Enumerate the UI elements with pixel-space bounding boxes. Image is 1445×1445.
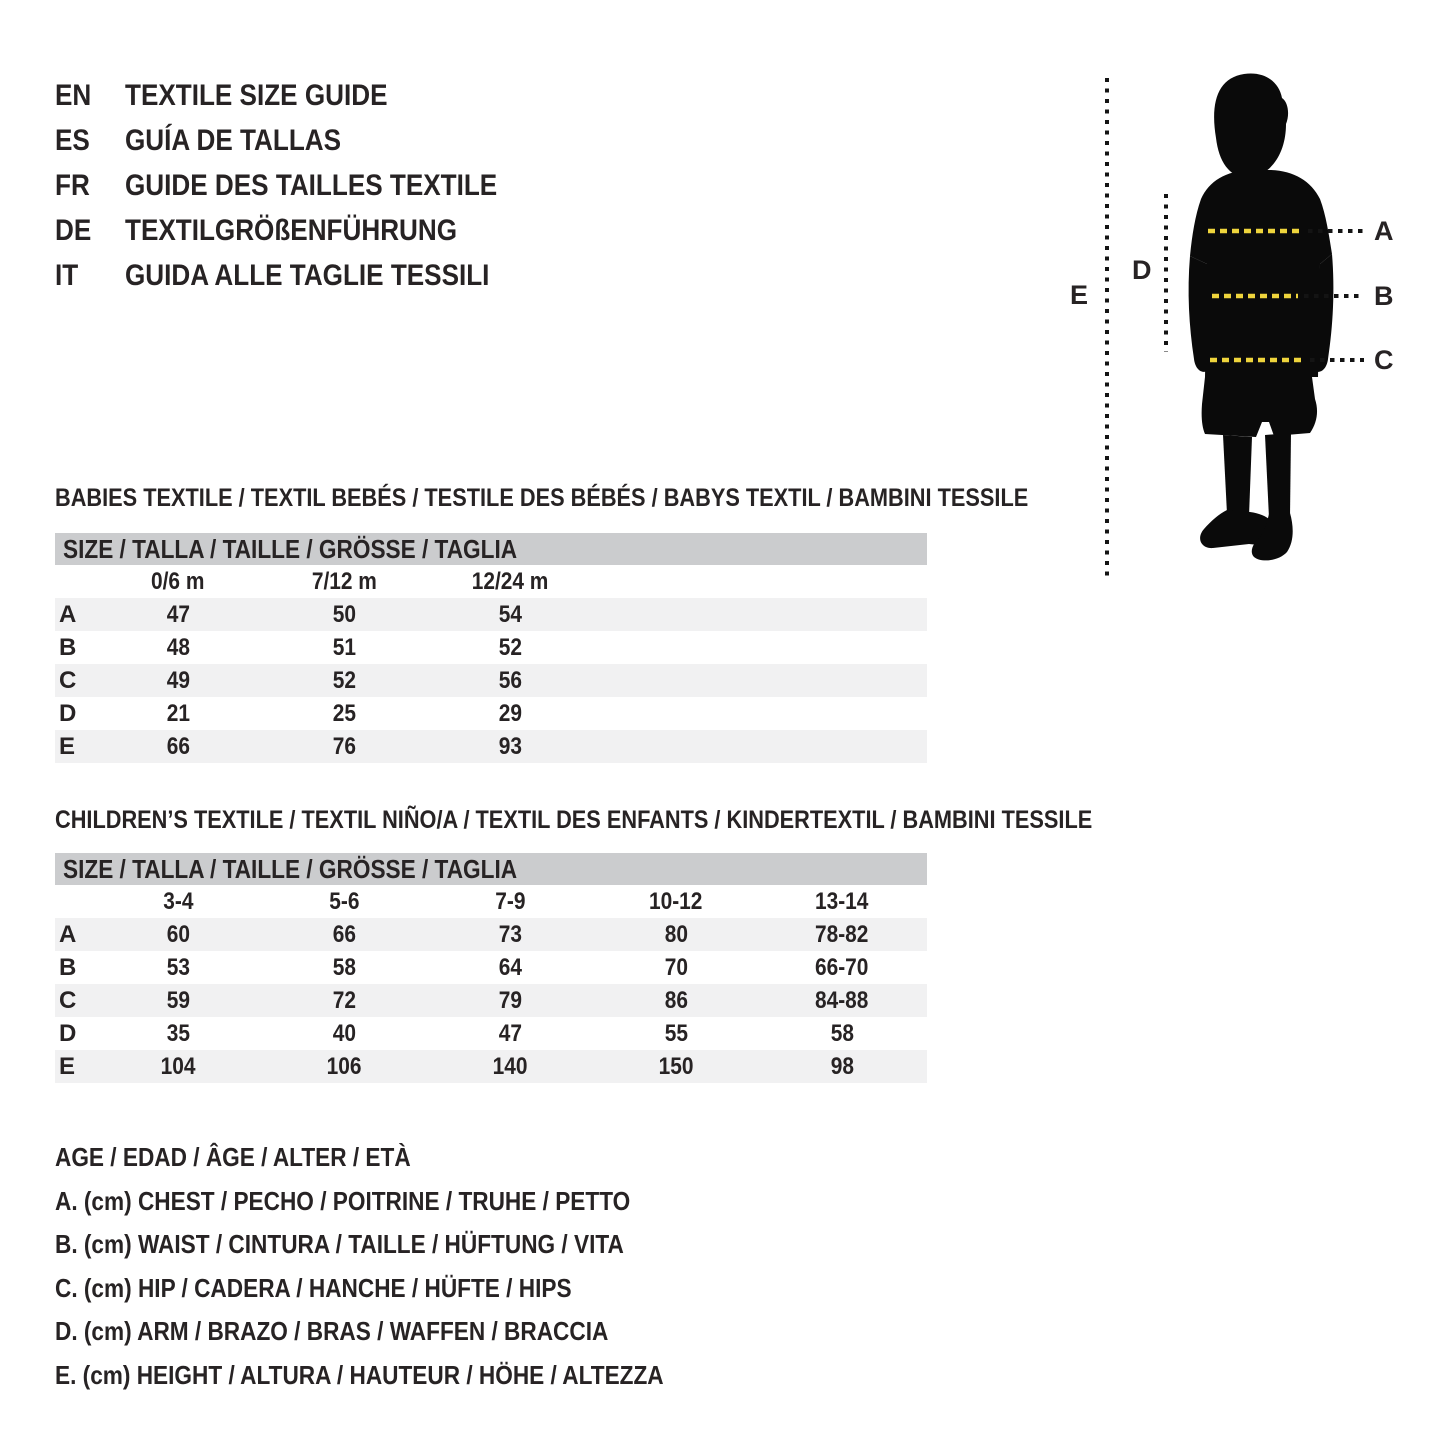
figure-label-d: D (1132, 255, 1152, 285)
table-cell: 60 (166, 920, 190, 948)
column-header: 12/24 m (471, 567, 549, 595)
guide-title-en: TEXTILE SIZE GUIDE (125, 78, 388, 112)
table-cell: 47 (166, 600, 190, 628)
table-cell: 52 (332, 666, 356, 694)
column-header: 3-4 (162, 887, 194, 915)
row-label: B (59, 953, 77, 981)
language-row-de (55, 208, 553, 253)
table-cell: 40 (332, 1019, 356, 1047)
legend-age: AGE / EDAD / ÂGE / ALTER / ETÀ (55, 1142, 411, 1173)
child-silhouette (1189, 74, 1334, 561)
measurement-figure (1060, 60, 1400, 600)
table-cell: 86 (664, 986, 688, 1014)
table-cell: 66 (332, 920, 356, 948)
legend-waist: B. (cm) WAIST / CINTURA / TAILLE / HÜFTUNG / VITA (55, 1229, 624, 1260)
legend-arm: D. (cm) ARM / BRAZO / BRAS / WAFFEN / BRACCIA (55, 1316, 609, 1347)
table-cell: 64 (498, 953, 522, 981)
column-header: 10-12 (649, 887, 703, 915)
table-cell: 150 (658, 1052, 694, 1080)
table-row (55, 1017, 927, 1050)
table-cell: 21 (166, 699, 190, 727)
column-header: 0/6 m (151, 567, 205, 595)
table-cell: 93 (498, 732, 522, 760)
row-label: D (59, 699, 77, 727)
language-row-en (55, 73, 553, 118)
column-header: 7/12 m (311, 567, 377, 595)
babies-size-table (55, 533, 927, 763)
guide-title-it: GUIDA ALLE TAGLIE TESSILI (125, 258, 490, 292)
row-label: D (59, 1019, 77, 1047)
table-cell: 54 (498, 600, 522, 628)
size-header-bar (55, 853, 927, 885)
table-cell: 76 (332, 732, 356, 760)
table-cell: 56 (498, 666, 522, 694)
row-label: E (59, 1052, 76, 1080)
legend-height: E. (cm) HEIGHT / ALTURA / HAUTEUR / HÖHE / ALTEZZA (55, 1359, 664, 1390)
table-row (55, 1050, 927, 1083)
table-cell: 104 (160, 1052, 196, 1080)
table-cell: 48 (166, 633, 190, 661)
figure-label-e: E (1070, 280, 1089, 310)
guide-title-fr: GUIDE DES TAILLES TEXTILE (125, 168, 498, 202)
table-cell: 50 (332, 600, 356, 628)
row-label: A (59, 600, 77, 628)
column-header: 7-9 (494, 887, 526, 915)
figure-label-c: C (1374, 345, 1394, 375)
language-code: IT (55, 258, 79, 292)
table-column-header-row (55, 885, 927, 918)
table-row (55, 631, 927, 664)
language-code: ES (55, 123, 90, 157)
table-row (55, 918, 927, 951)
table-row (55, 730, 927, 763)
table-cell: 79 (498, 986, 522, 1014)
row-label: C (59, 666, 77, 694)
table-cell: 106 (326, 1052, 362, 1080)
figure-label-a: A (1374, 216, 1394, 246)
table-cell: 58 (332, 953, 356, 981)
table-cell: 78-82 (815, 920, 869, 948)
size-header-label: SIZE / TALLA / TAILLE / GRÖSSE / TAGLIA (63, 533, 518, 564)
measurement-legend (55, 1136, 755, 1397)
legend-hip: C. (cm) HIP / CADERA / HANCHE / HÜFTE / HIPS (55, 1272, 572, 1303)
language-row-it (55, 253, 553, 298)
table-cell: 80 (664, 920, 688, 948)
language-code: DE (55, 213, 92, 247)
table-row (55, 984, 927, 1017)
table-cell: 84-88 (815, 986, 869, 1014)
column-header: 13-14 (815, 887, 869, 915)
table-row (55, 664, 927, 697)
table-cell: 52 (498, 633, 522, 661)
language-row-es (55, 118, 553, 163)
table-cell: 53 (166, 953, 190, 981)
children-size-table (55, 853, 927, 1083)
language-title-list (55, 73, 553, 298)
table-cell: 70 (664, 953, 688, 981)
table-cell: 98 (830, 1052, 854, 1080)
language-row-fr (55, 163, 553, 208)
row-label: C (59, 986, 77, 1014)
guide-title-es: GUÍA DE TALLAS (125, 123, 342, 157)
table-cell: 29 (498, 699, 522, 727)
size-header-label: SIZE / TALLA / TAILLE / GRÖSSE / TAGLIA (63, 853, 518, 884)
row-label: B (59, 633, 77, 661)
table-cell: 66 (166, 732, 190, 760)
table-cell: 66-70 (815, 953, 869, 981)
column-header: 5-6 (328, 887, 360, 915)
table-cell: 55 (664, 1019, 688, 1047)
table-cell: 35 (166, 1019, 190, 1047)
table-cell: 49 (166, 666, 190, 694)
table-row (55, 951, 927, 984)
table-cell: 140 (492, 1052, 528, 1080)
children-section-title: CHILDREN’S TEXTILE / TEXTIL NIÑO/A / TEXTIL DES ENFANTS / KINDERTEXTIL / BAMBINI TESSILE (55, 806, 1093, 834)
table-row (55, 598, 927, 631)
table-cell: 73 (498, 920, 522, 948)
table-row (55, 697, 927, 730)
table-cell: 47 (498, 1019, 522, 1047)
table-cell: 58 (830, 1019, 854, 1047)
size-header-bar (55, 533, 927, 565)
language-code: FR (55, 168, 90, 202)
table-cell: 72 (332, 986, 356, 1014)
figure-label-b: B (1374, 281, 1394, 311)
table-cell: 59 (166, 986, 190, 1014)
row-label: E (59, 732, 76, 760)
table-cell: 51 (332, 633, 356, 661)
legend-chest: A. (cm) CHEST / PECHO / POITRINE / TRUHE / PETTO (55, 1185, 631, 1216)
table-cell: 25 (332, 699, 356, 727)
table-column-header-row (55, 565, 927, 598)
babies-section-title: BABIES TEXTILE / TEXTIL BEBÉS / TESTILE DES BÉBÉS / BABYS TEXTIL / BAMBINI TESSILE (55, 484, 1029, 512)
guide-title-de: TEXTILGRÖßENFÜHRUNG (125, 213, 458, 247)
row-label: A (59, 920, 77, 948)
language-code: EN (55, 78, 92, 112)
